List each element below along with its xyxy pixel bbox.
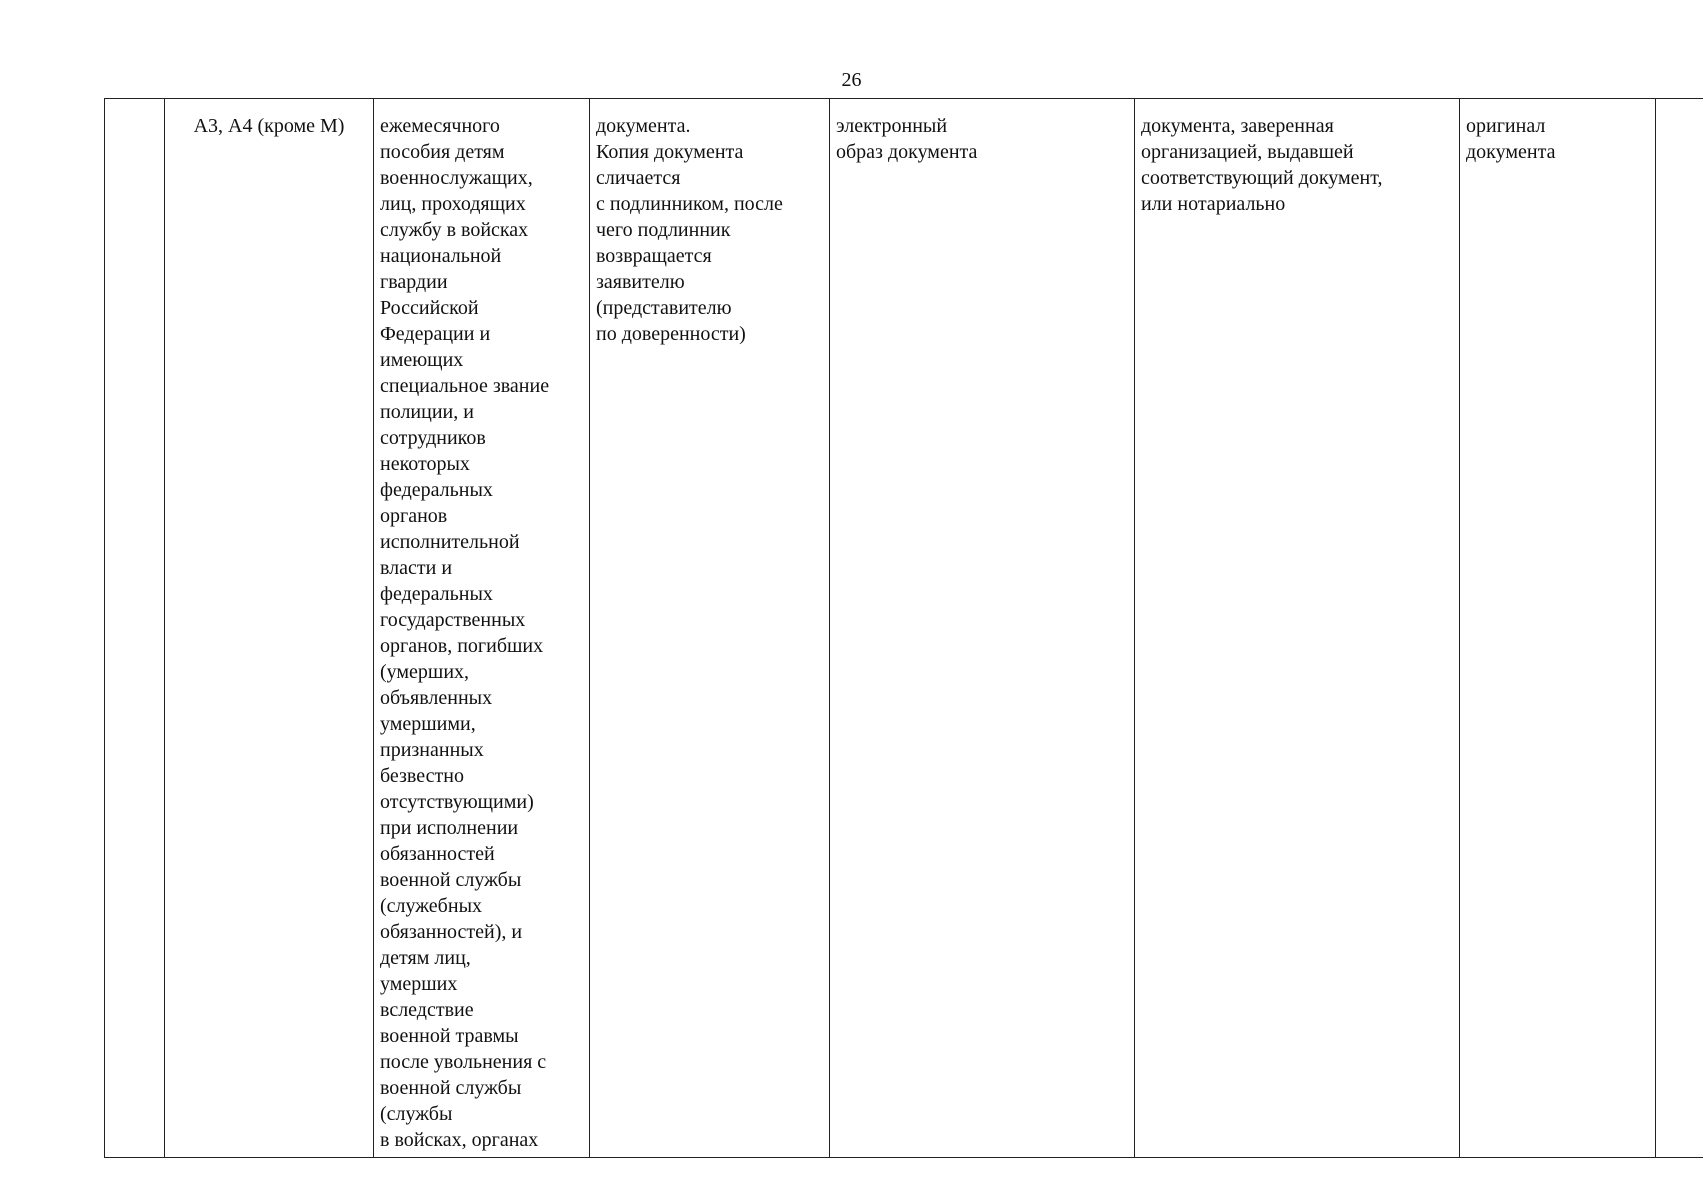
table-cell-benefit-description: ежемесячного пособия детям военнослужащих, лиц, проходящих службу в войсках национальной гвардии Российской Федерации и имеющих специальное звание полиции, и сотрудников некоторых федеральных органов исполнительной власти и федеральных государственных органов, погибших (умерших, объявленных умершими, признанных безвестно отсутствующими) при исполнении обязанностей военной службы (служебных обязанностей), и детям лиц, умерших вследствие военной травмы после увольнения с военной службы (службы в войсках, органах — [374, 99, 590, 1158]
document-table — [104, 98, 1703, 1158]
page-number: 26 — [841, 69, 862, 91]
table-cell-copy-verification: документа. Копия документа сличается с подлинником, после чего подлинник возвращается заявителю (представителю по доверенности) — [590, 99, 830, 1158]
table-cell-original-document: оригинал документа — [1460, 99, 1656, 1158]
table-cell-col1 — [105, 99, 165, 1158]
table-cell-electronic-form: электронный образ документа — [830, 99, 1135, 1158]
table-cell-certified-copy: документа, заверенная организацией, выдавшей соответствующий документ, или нотариально — [1135, 99, 1460, 1158]
table-cell-col8 — [1656, 99, 1703, 1158]
table-row — [105, 99, 1703, 1158]
table-cell-category: А3, А4 (кроме М) — [165, 99, 374, 1158]
